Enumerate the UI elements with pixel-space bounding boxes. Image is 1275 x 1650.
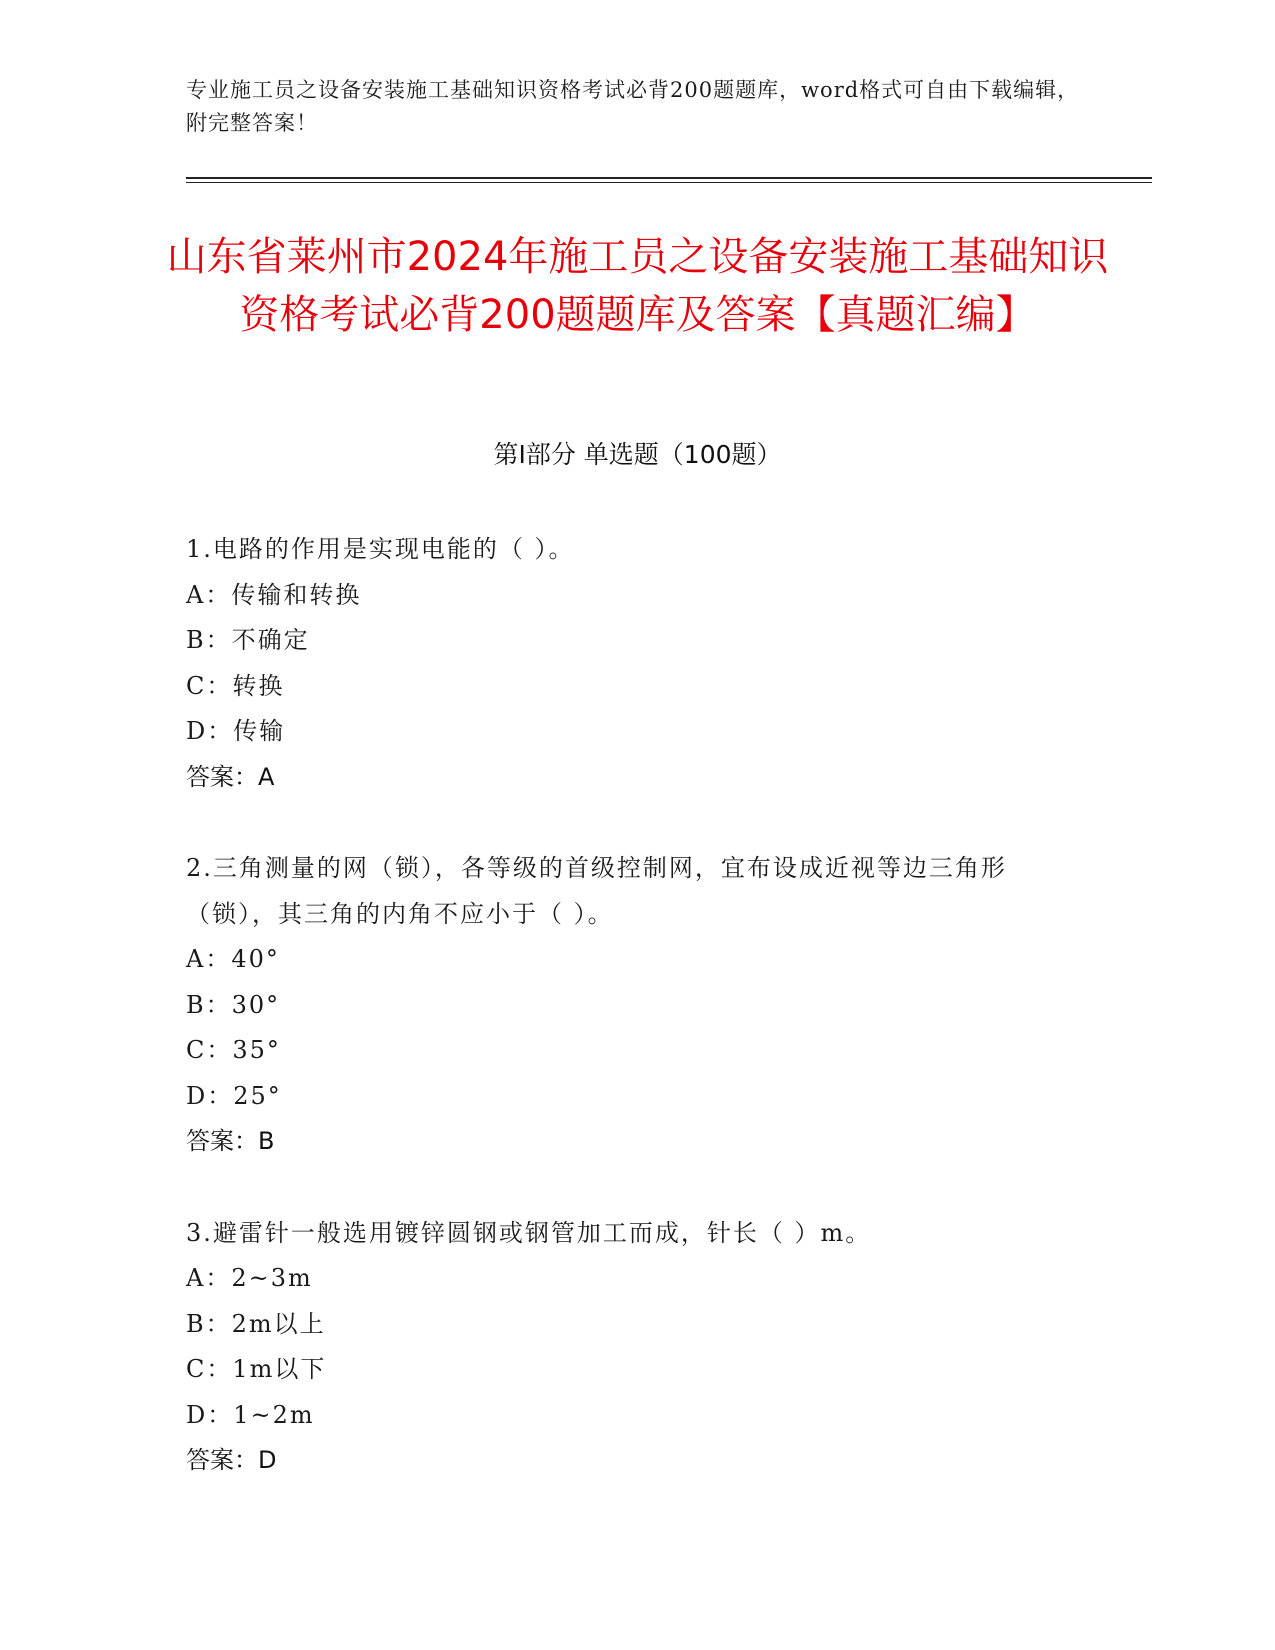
question-1 <box>186 527 1066 800</box>
question-2 <box>186 846 1066 1165</box>
header-divider-thick <box>186 177 1152 179</box>
option-b: B：不确定 <box>186 626 310 654</box>
question-stem: 1.电路的作用是实现电能的（ ）。 <box>186 535 575 563</box>
option-a: A：40° <box>186 945 280 973</box>
option-a: A：传输和转换 <box>186 580 362 609</box>
header-divider-thin <box>186 182 1152 183</box>
document-title: 山东省莱州市2024年施工员之设备安装施工基础知识资格考试必背200题题库及答案【真题汇编】 <box>166 234 1109 338</box>
question-3 <box>186 1211 1066 1484</box>
question-list <box>186 527 1066 1530</box>
answer: 答案：B <box>186 1127 275 1155</box>
section-title: 第I部分 单选题（100题） <box>493 440 782 469</box>
option-b: B：2m以上 <box>186 1309 326 1338</box>
option-b: B：30° <box>186 990 281 1019</box>
answer: 答案：A <box>186 762 275 791</box>
option-a: A：2~3m <box>186 1264 313 1292</box>
option-c: C：转换 <box>186 671 285 700</box>
answer: 答案：D <box>186 1446 277 1474</box>
option-c: C：1m以下 <box>186 1355 327 1383</box>
option-c: C：35° <box>186 1036 281 1064</box>
header-note: 专业施工员之设备安装施工基础知识资格考试必背200题题库，word格式可自由下载编辑，附完整答案！ <box>186 78 1080 135</box>
option-d: D：传输 <box>186 717 286 745</box>
question-stem: 3.避雷针一般选用镀锌圆钢或钢管加工而成，针长（ ）m。 <box>186 1218 872 1247</box>
option-d: D：25° <box>186 1081 282 1110</box>
option-d: D：1~2m <box>186 1400 315 1429</box>
question-stem: 2.三角测量的网（锁），各等级的首级控制网，宜布设成近视等边三角形（锁），其三角的内角不应小于（ ）。 <box>186 854 1007 928</box>
